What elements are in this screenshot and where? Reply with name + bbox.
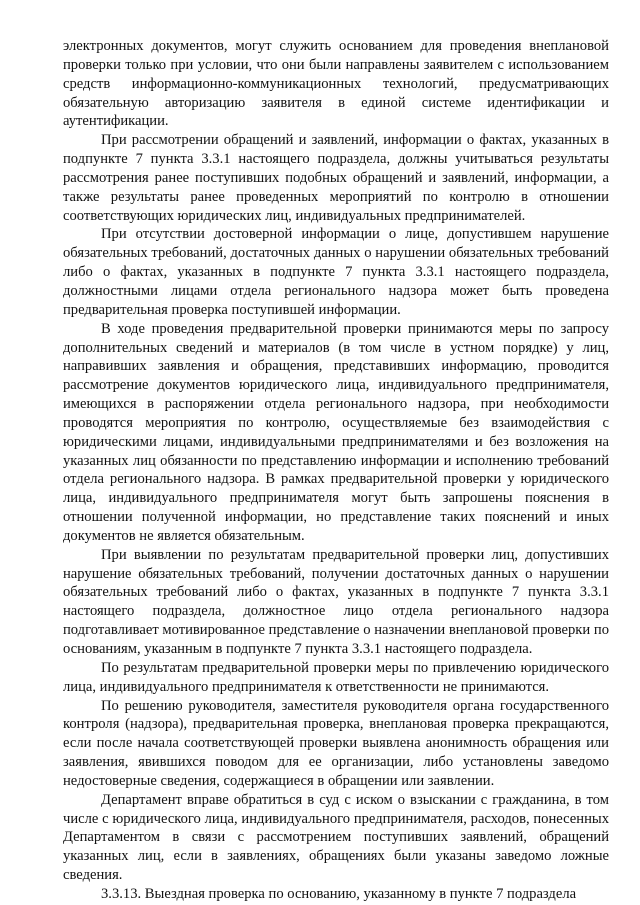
- paragraph-preliminary-check-procedure: В ходе проведения предварительной проверки принимаются меры по запросу дополнительных сведений и материалов (в том числе в устном порядке) у лиц, направивших заявления и обращения, представивших информацию, проводится рассмотрение документов юридического лица, индивидуального предпринимателя, имеющихся в распоряжении отдела регионального надзора, при необходимости проводятся мероприятия по контролю, осуществляемые без взаимодействия с юридическими лицами, индивидуальными предпринимателями и без возложения на указанных лиц обязанности по представлению информации и исполнению требований отдела регионального надзора. В рамках предварительной проверки у юридического лица, индивидуального предпринимателя могут быть запрошены пояснения в отношении полученной информации, но представление таких пояснений и иных документов не является обязательным.: [63, 320, 609, 544]
- paragraph-consideration-of-appeals: При рассмотрении обращений и заявлений, информации о фактах, указанных в подпункте 7 пункта 3.3.1 настоящего подраздела, должны учитываться результаты рассмотрения ранее поступивших подобных обращений и заявлений, информации, а также результаты ранее проведенных мероприятий по контролю в отношении соответствующих юридических лиц, индивидуальных предпринимателей.: [63, 132, 609, 224]
- paragraph-continuation: электронных документов, могут служить основанием для проведения внеплановой проверки только при условии, что они были направлены заявителем с использованием средств информационно-коммуникационных технологий, предусматривающих обязательную авторизацию заявителя в единой системе идентификации и аутентификации.: [63, 38, 609, 130]
- document-page: [63, 37, 609, 904]
- paragraph-section-3-3-13: 3.3.13. Выездная проверка по основанию, указанному в пункте 7 подраздела: [101, 885, 577, 902]
- paragraph-termination-of-check: По решению руководителя, заместителя руководителя органа государственного контроля (надзора), предварительная проверка, внеплановая проверка прекращаются, если после начала соответствующей проверки выявлена анонимность обращения или заявления, явившихся поводом для ее организации, либо установлены заведомо недостоверные сведения, содержащиеся в обращении или заявлении.: [63, 697, 609, 789]
- paragraph-motivated-representation: При выявлении по результатам предварительной проверки лиц, допустивших нарушение обязательных требований, получении достаточных данных о нарушении обязательных требований либо о фактах, указанных в подпункте 7 пункта 3.3.1 настоящего подраздела, должностное лицо отдела регионального надзора подготавливает мотивированное представление о назначении внеплановой проверки по основаниям, указанным в подпункте 7 пункта 3.3.1 настоящего подраздела.: [63, 546, 609, 657]
- paragraph-court-claim: Департамент вправе обратиться в суд с иском о взыскании с гражданина, в том числе с юридического лица, индивидуального предпринимателя, расходов, понесенных Департаментом в связи с рассмотрением поступивших заявлений, обращений указанных лиц, если в заявлениях, обращениях были указаны заведомо ложные сведения.: [63, 791, 609, 884]
- paragraph-preliminary-check-grounds: При отсутствии достоверной информации о лице, допустившем нарушение обязательных требований, достаточных данных о нарушении обязательных требований либо о фактах, указанных в подпункте 7 пункта 3.3.1 настоящего подраздела, должностными лицами отдела регионального надзора может быть проведена предварительная проверка поступившей информации.: [63, 226, 609, 318]
- paragraph-no-liability-measures: По результатам предварительной проверки меры по привлечению юридического лица, индивидуального предпринимателя к ответственности не принимаются.: [63, 659, 609, 695]
